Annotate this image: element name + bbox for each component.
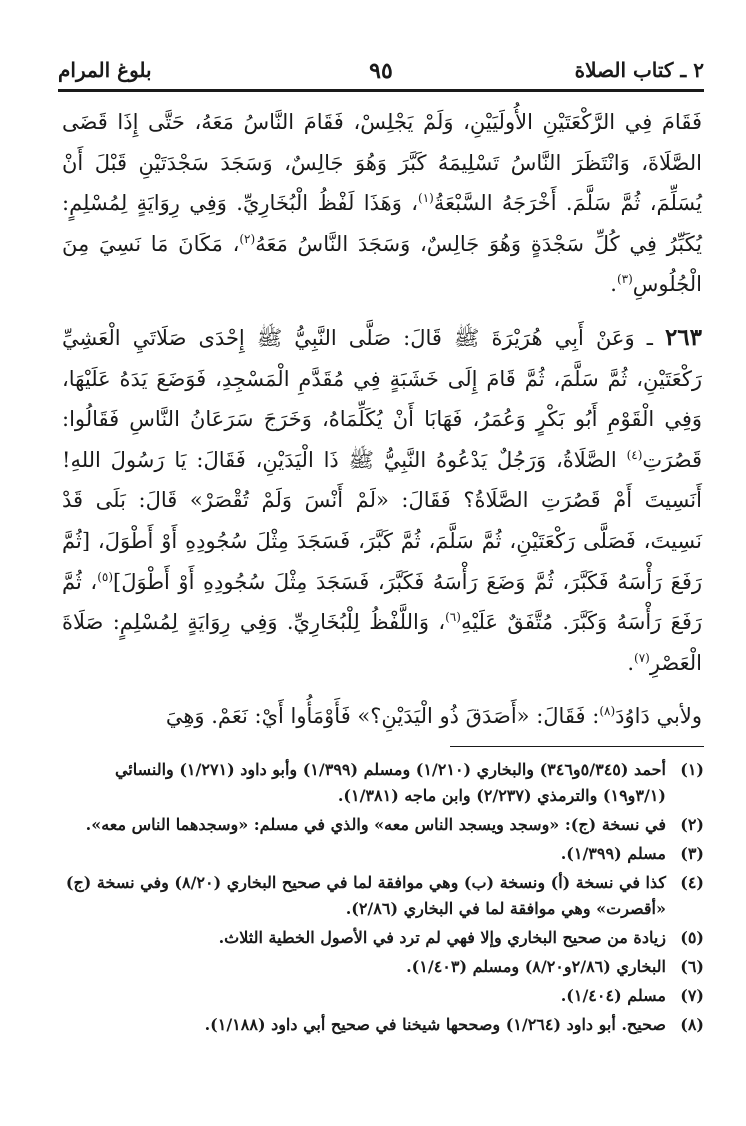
- footnote-ref: (٣): [616, 272, 633, 287]
- footnote-4: [62, 870, 704, 922]
- text-segment: : فَقَالَ: «أَصَدَقَ ذُو الْيَدَيْنِ؟» فَأَوْمَأُوا أَيْ: نَعَمْ. وَهِيَ: [165, 704, 600, 729]
- footnote-number: (٤): [680, 873, 704, 892]
- footnote-separator: [450, 746, 704, 747]
- footnote-text: في نسخة (ج): «وسجد ويسجد الناس معه» والذي في مسلم: «وسجدهما الناس معه».: [85, 815, 666, 834]
- continuation-paragraph: [62, 102, 702, 305]
- footnotes: [62, 757, 704, 1041]
- footnote-number: (١): [680, 760, 704, 779]
- text-segment: ، وَهَذَا لَفْظُ الْبُخَارِيِّ. وَفِي رِوَايَةٍ لِمُسْلِمٍ: يُكَبِّرُ فِي كُلِّ سَجْدَةٍ وَهُوَ جَالِسٌ، وَسَجَدَ النَّاسُ مَعَهُ: [62, 191, 703, 256]
- footnote-1: [62, 757, 704, 809]
- text-segment: .: [610, 272, 617, 297]
- footnote-text: البخاري (٢/٨٦و٨/٢٠) ومسلم (١/٤٠٣).: [406, 957, 666, 976]
- footnote-text: أحمد (٥/٣٤٥و٣٤٦) والبخاري (١/٢١٠) ومسلم (١/٣٩٩) وأبو داود (١/٢٧١) والنسائي (٣/١و١٩) والترمذي (٢/٢٣٧) وابن ماجه (١/٣٨١).: [114, 760, 666, 805]
- footnote-ref: (٧): [634, 650, 650, 665]
- footnote-number: (٢): [680, 815, 704, 834]
- footnote-text: مسلم (١/٤٠٤).: [560, 986, 666, 1005]
- footnote-2: [62, 812, 704, 838]
- chapter-title: ٢ ـ كتاب الصلاة: [574, 58, 704, 82]
- book-title: بلوغ المرام: [58, 58, 152, 82]
- hadith-paragraph: [62, 318, 702, 683]
- text-segment: ، ثُمَّ رَفَعَ رَأْسَهُ وَكَبَّرَ. مُتَّفَقٌ عَلَيْهِ: [62, 569, 702, 635]
- footnote-5: [62, 925, 704, 951]
- footnote-ref: (٢): [239, 231, 256, 246]
- text-segment: الصَّلَاةُ، وَرَجُلٌ يَدْعُوهُ النَّبِيُّ ﷺ ذَا الْيَدَيْنِ، فَقَالَ: يَا رَسُولَ اللهِ! أَنَسِيتَ أَمْ قَصُرَتِ الصَّلَاةُ؟ فَقَالَ: «لَمْ أَنْسَ وَلَمْ تُقْصَرْ» قَالَ: بَلَى قَدْ نَسِيتَ، فَصَلَّى رَكْعَتَيْنِ، ثُمَّ سَلَّمَ، ثُمَّ كَبَّرَ، فَسَجَدَ مِثْلَ سُجُودِهِ أَوْ أَطْوَلَ، [ثُمَّ رَفَعَ رَأْسَهُ فَكَبَّرَ، ثُمَّ وَضَعَ رَأْسَهُ فَكَبَّرَ، فَسَجَدَ مِثْلَ سُجُودِهِ أَوْ أَطْوَلَ]: [62, 447, 703, 594]
- footnote-text: صحيح. أبو داود (١/٢٦٤) وصححها شيخنا في صحيح أبي داود (١/١٨٨).: [204, 1015, 666, 1034]
- main-text: [62, 102, 702, 737]
- text-segment: فَقَامَ فِي الرَّكْعَتَيْنِ الأُولَيَيْنِ، وَلَمْ يَجْلِسْ، فَقَامَ النَّاسُ مَعَهُ، حَتَّى إِذَا قَضَى الصَّلَاةَ، وَانْتَظَرَ النَّاسُ تَسْلِيمَهُ كَبَّرَ وَهُوَ جَالِسٌ، وَسَجَدَ سَجْدَتَيْنِ قَبْلَ أَنْ يُسَلِّمَ، ثُمَّ سَلَّمَ. أَخْرَجَهُ السَّبْعَةُ: [62, 110, 702, 216]
- footnote-number: (٦): [680, 957, 704, 976]
- footnote-number: (٥): [680, 928, 704, 947]
- abudawud-paragraph: [62, 696, 702, 737]
- footnote-text: كذا في نسخة (أ) ونسخة (ب) وهي موافقة لما في صحيح البخاري (٨/٢٠) وفي نسخة (ج) «أقصرت» وهي موافقة لما في البخاري (٢/٨٦).: [65, 873, 666, 918]
- footnote-ref: (٤): [626, 447, 643, 462]
- text-segment: ـ وَعَنْ أَبِي هُرَيْرَةَ ﷺ قَالَ: صَلَّى النَّبِيُّ ﷺ إِحْدَى صَلَاتَيِ الْعَشِيِّ رَكْعَتَيْنِ، ثُمَّ سَلَّمَ، ثُمَّ قَامَ إِلَى خَشَبَةٍ فِي مُقَدَّمِ الْمَسْجِدِ، فَوَضَعَ يَدَهُ عَلَيْهَا، وَفِي الْقَوْمِ أَبُو بَكْرٍ وَعُمَرُ، فَهَابَا أَنْ يُكَلِّمَاهُ، وَخَرَجَ سَرَعَانُ النَّاسِ فَقَالُوا: قَصُرَتِ: [62, 325, 702, 472]
- footnote-ref: (٨): [599, 704, 616, 719]
- footnote-ref: (١): [418, 191, 434, 206]
- footnote-number: (٧): [680, 986, 704, 1005]
- text-segment: ولأبي دَاوُدَ: [615, 704, 702, 729]
- footnote-ref: (٥): [97, 569, 114, 584]
- header-rule: [58, 89, 704, 92]
- text-segment: .: [627, 650, 634, 675]
- page-header: [58, 52, 704, 92]
- footnote-text: مسلم (١/٣٩٩).: [560, 844, 666, 863]
- footnote-6: [62, 954, 704, 980]
- footnote-number: (٣): [680, 844, 704, 863]
- footnote-ref: (٦): [445, 610, 461, 625]
- text-segment: ، وَاللَّفْظُ لِلْبُخَارِيِّ. وَفِي رِوَايَةٍ لِمُسْلِمٍ: صَلَاةَ الْعَصْرِ: [62, 610, 702, 675]
- footnote-3: [62, 841, 704, 867]
- footnote-7: [62, 983, 704, 1009]
- hadith-number: ٢٦٣: [664, 323, 702, 351]
- text-segment: ، مَكَانَ مَا نَسِيَ مِنَ الْجُلُوسِ: [62, 231, 702, 297]
- page-number: ٩٥: [369, 58, 393, 84]
- footnote-8: [62, 1012, 704, 1038]
- footnote-text: زيادة من صحيح البخاري وإلا فهي لم ترد في الأصول الخطية الثلاث.: [218, 928, 666, 947]
- footnote-number: (٨): [680, 1015, 704, 1034]
